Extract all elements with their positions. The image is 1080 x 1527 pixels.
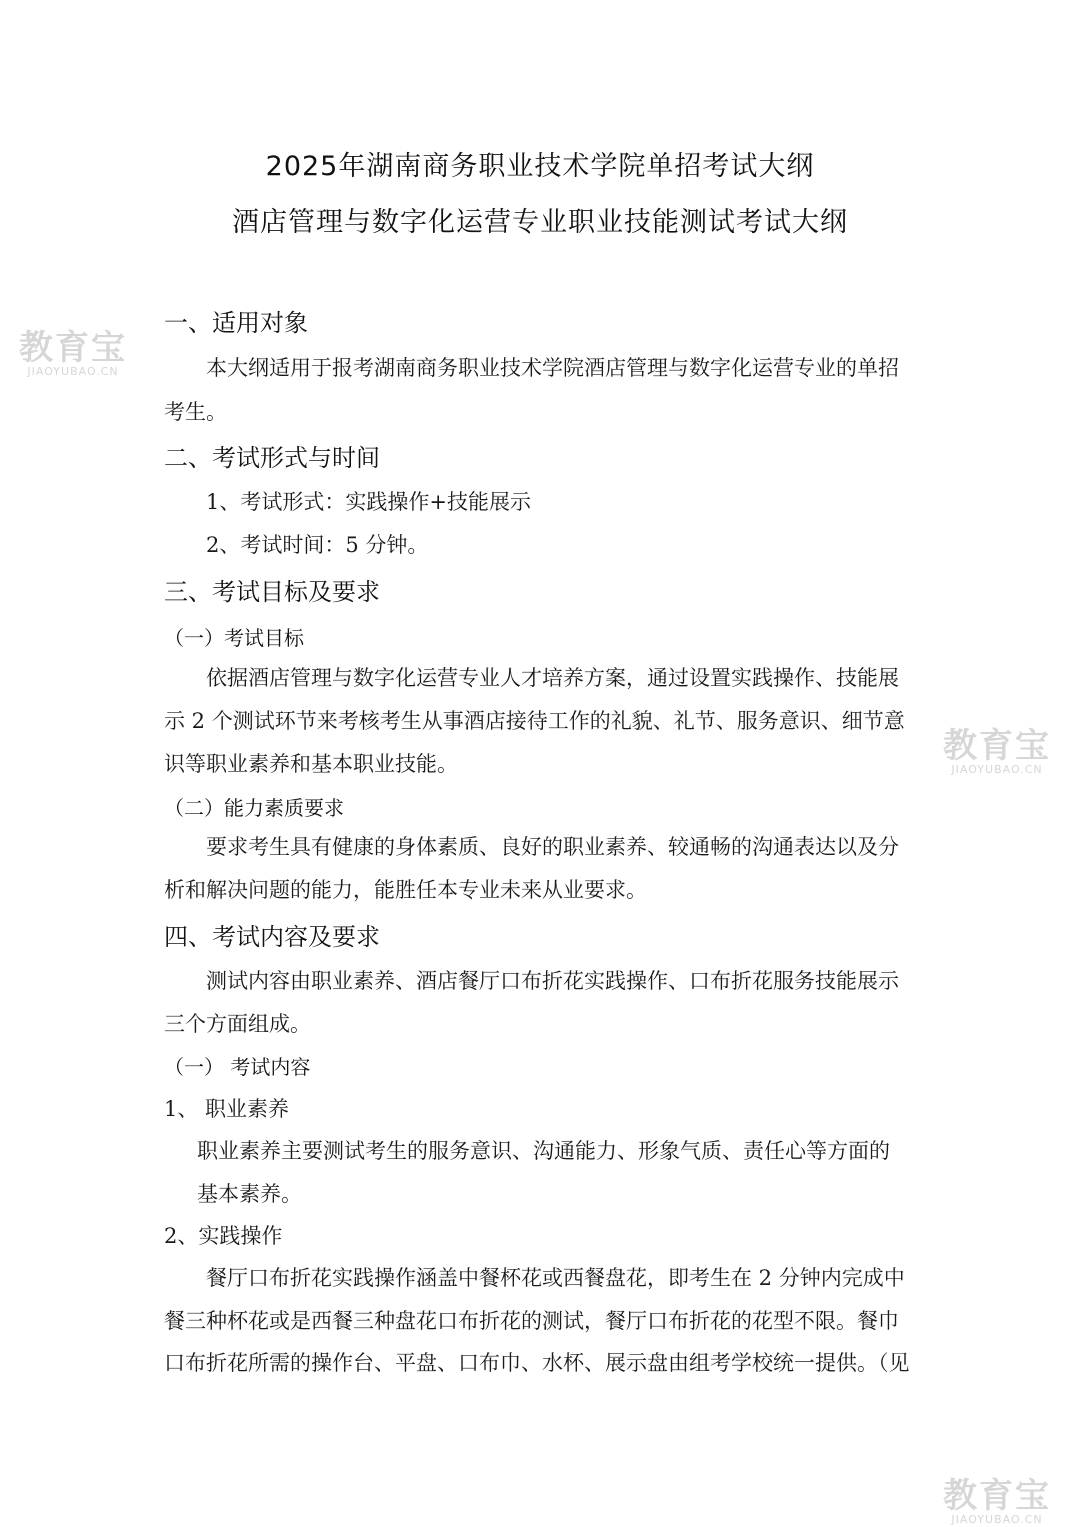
paragraph-line: 口布折花所需的操作台、平盘、口布巾、水杯、展示盘由组考学校统一提供。（见 xyxy=(164,1351,910,1375)
list-item: 1、 职业素养 xyxy=(164,1097,290,1121)
paragraph-line: 依据酒店管理与数字化运营专业人才培养方案，通过设置实践操作、技能展 xyxy=(206,666,899,690)
paragraph-line: 三个方面组成。 xyxy=(164,1012,311,1036)
section-heading-goals: 三、考试目标及要求 xyxy=(164,578,380,606)
paragraph-line: 示 2 个测试环节来考核考生从事酒店接待工作的礼貌、礼节、服务意识、细节意 xyxy=(164,709,905,733)
document-title-line2: 酒店管理与数字化运营专业职业技能测试考试大纲 xyxy=(232,207,848,238)
paragraph-line: 考生。 xyxy=(164,400,227,424)
watermark-logo: 教育宝 JIAOYUBAO.CN xyxy=(943,726,1051,776)
paragraph-line: 餐三种杯花或是西餐三种盘花口布折花的测试，餐厅口布折花的花型不限。餐巾 xyxy=(164,1309,899,1333)
section-heading-applicable: 一、适用对象 xyxy=(164,309,308,337)
document-title-line1: 2025年湖南商务职业技术学院单招考试大纲 xyxy=(265,151,815,182)
list-item: 2、实践操作 xyxy=(164,1224,283,1248)
paragraph-line: 测试内容由职业素养、酒店餐厅口布折花实践操作、口布折花服务技能展示 xyxy=(206,969,899,993)
paragraph-line: 识等职业素养和基本职业技能。 xyxy=(164,752,458,776)
subsection-heading-goals: （一）考试目标 xyxy=(164,626,304,650)
paragraph-line: 析和解决问题的能力，能胜任本专业未来从业要求。 xyxy=(164,878,647,902)
paragraph-line: 本大纲适用于报考湖南商务职业技术学院酒店管理与数字化运营专业的单招 xyxy=(206,356,899,380)
subsection-heading-content: （一） 考试内容 xyxy=(164,1055,311,1079)
paragraph-line: 职业素养主要测试考生的服务意识、沟通能力、形象气质、责任心等方面的 xyxy=(197,1139,890,1163)
paragraph-line: 基本素养。 xyxy=(197,1182,302,1206)
watermark-logo: 教育宝 JIAOYUBAO.CN xyxy=(19,328,127,378)
watermark-logo: 教育宝 JIAOYUBAO.CN xyxy=(943,1476,1051,1526)
section-heading-format-time: 二、考试形式与时间 xyxy=(164,444,380,472)
list-item: 1、考试形式：实践操作+技能展示 xyxy=(206,490,531,514)
subsection-heading-competency: （二）能力素质要求 xyxy=(164,796,344,820)
paragraph-line: 要求考生具有健康的身体素质、良好的职业素养、较通畅的沟通表达以及分 xyxy=(206,835,899,859)
list-item: 2、考试时间：5 分钟。 xyxy=(206,533,429,557)
section-heading-content: 四、考试内容及要求 xyxy=(164,923,380,951)
paragraph-line: 餐厅口布折花实践操作涵盖中餐杯花或西餐盘花，即考生在 2 分钟内完成中 xyxy=(206,1266,905,1290)
